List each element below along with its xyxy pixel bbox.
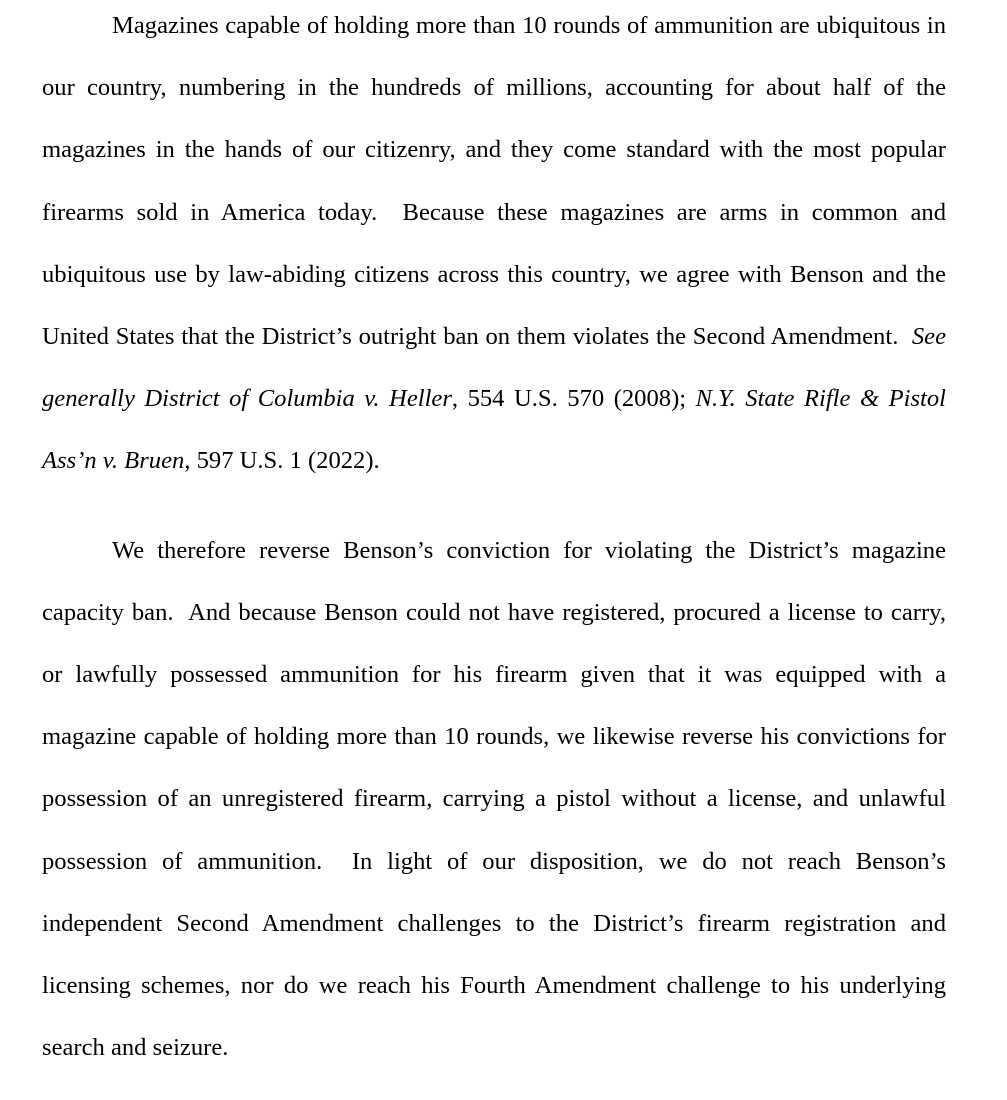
- citation-heller-reporter: , 554 U.S. 570 (2008);: [451, 385, 696, 413]
- paragraph-2: We therefore reverse Benson’s conviction for violating the District’s magazine capacity ban. And because Benson could not have registered, procured a license to carry, or lawfully possessed ammunition for his firearm given that it was equipped with a magazine capable of holding more than 10 rounds, we likewise reverse his convictions for possession of an unregistered firearm, carrying a pistol without a license, and unlawful possession of ammunition. In light of our disposition, we do not reach Benson’s independent Second Amendment challenges to the District’s firearm registration and licensing schemes, nor do we reach his Fourth Amendment challenge to his underlying search and seizure.: [42, 536, 946, 1062]
- citation-bruen: N.Y. State Rifle & Pistol Ass’n v. Bruen: [42, 385, 946, 475]
- document-page: [42, 0, 946, 1079]
- paragraph-1: [42, 0, 946, 493]
- citation-bruen-reporter: , 597 U.S. 1 (2022).: [184, 447, 380, 475]
- paragraph-1-text: Magazines capable of holding more than 10 rounds of ammunition are ubiquitous in our country, numbering in the hundreds of millions, accounting for about half of the magazines in the hands of our citizenry, and they come standard with the most popular firearms sold in America today. Because these magazines are arms in common and ubiquitous use by law-abiding citizens across this country, we agree with Benson and the United States that the District’s outright ban on them violates the Second Amendment.: [42, 12, 946, 351]
- citation-heller: See generally District of Columbia v. Heller: [42, 323, 946, 413]
